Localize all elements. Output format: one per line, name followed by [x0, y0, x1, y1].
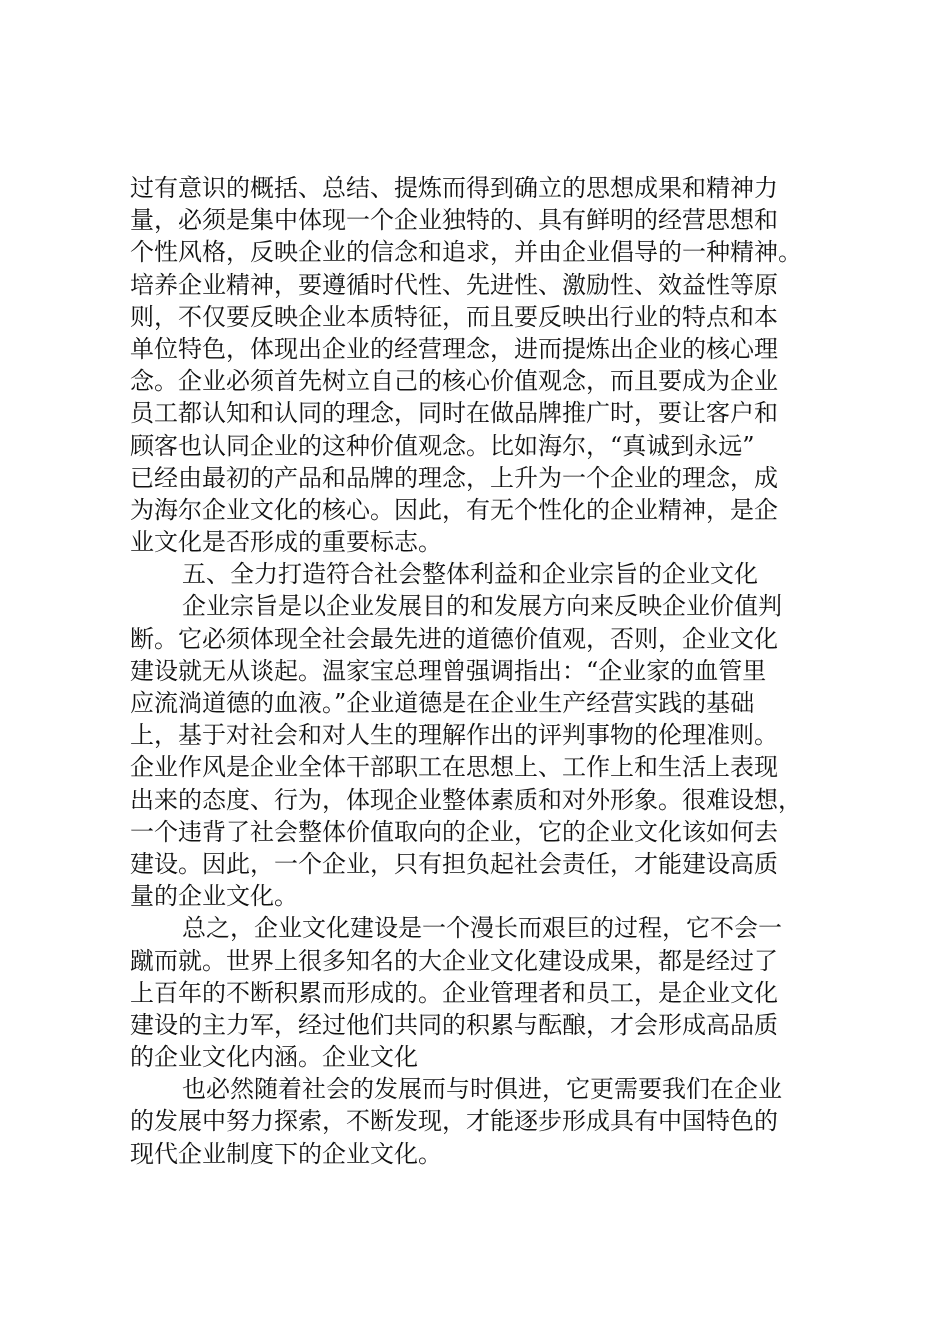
- text-line: 一个违背了社会整体价值取向的企业，它的企业文化该如何去: [130, 817, 778, 846]
- text-line: 个性风格，反映企业的信念和追求，并由企业倡导的一种精神。: [130, 238, 802, 267]
- text-line: 则，不仅要反映企业本质特征，而且要反映出行业的特点和本: [130, 302, 778, 331]
- text-line: 上百年的不断积累而形成的。企业管理者和员工，是企业文化: [130, 978, 778, 1007]
- text-line: 为海尔企业文化的核心。因此，有无个性化的企业精神，是企: [130, 495, 778, 524]
- text-line: 总之，企业文化建设是一个漫长而艰巨的过程，它不会一: [182, 914, 782, 943]
- text-line: 单位特色，体现出企业的经营理念，进而提炼出企业的核心理: [130, 334, 778, 363]
- text-line: 出来的态度、行为，体现企业整体素质和对外形象。很难设想，: [130, 785, 802, 814]
- text-line: 断。它必须体现全社会最先进的道德价值观，否则，企业文化: [130, 624, 778, 653]
- text-line: 的企业文化内涵。企业文化: [130, 1043, 418, 1072]
- text-line: 培养企业精神，要遵循时代性、先进性、激励性、效益性等原: [130, 270, 778, 299]
- text-line: 五、全力打造符合社会整体利益和企业宗旨的企业文化: [182, 560, 758, 589]
- document-body: [130, 172, 830, 1170]
- text-line: 量的企业文化。: [130, 882, 298, 911]
- text-line: 企业作风是企业全体干部职工在思想上、工作上和生活上表现: [130, 753, 778, 782]
- text-line: 过有意识的概括、总结、提炼而得到确立的思想成果和精神力: [130, 174, 778, 202]
- text-line: 念。企业必须首先树立自己的核心价值观念，而且要成为企业: [130, 367, 778, 396]
- text-line: 上，基于对社会和对人生的理解作出的评判事物的伦理准则。: [130, 721, 778, 750]
- text-line: 量，必须是集中体现一个企业独特的、具有鲜明的经营思想和: [130, 206, 778, 235]
- text-line: 员工都认知和认同的理念，同时在做品牌推广时，要让客户和: [130, 399, 778, 428]
- text-line: 应流淌道德的血液。”企业道德是在企业生产经营实践的基础: [130, 689, 755, 717]
- text-line: 业文化是否形成的重要标志。: [130, 528, 442, 557]
- text-line: 建设。因此，一个企业，只有担负起社会责任，才能建设高质: [130, 849, 778, 878]
- text-line: 蹴而就。世界上很多知名的大企业文化建设成果，都是经过了: [130, 946, 778, 975]
- text-line: 企业宗旨是以企业发展目的和发展方向来反映企业价值判: [182, 592, 782, 621]
- text-line: 建设的主力军，经过他们共同的积累与酝酿，才会形成高品质: [130, 1010, 778, 1039]
- text-line: 建设就无从谈起。温家宝总理曾强调指出：“企业家的血管里: [130, 656, 767, 685]
- text-line: 顾客也认同企业的这种价值观念。比如海尔，“真诚到永远”: [130, 431, 755, 460]
- text-line: 的发展中努力探索，不断发现，才能逐步形成具有中国特色的: [130, 1107, 778, 1136]
- text-line: 现代企业制度下的企业文化。: [130, 1139, 442, 1168]
- text-line: 也必然随着社会的发展而与时俱进，它更需要我们在企业: [182, 1075, 782, 1104]
- text-line: 已经由最初的产品和品牌的理念，上升为一个企业的理念，成: [130, 463, 778, 492]
